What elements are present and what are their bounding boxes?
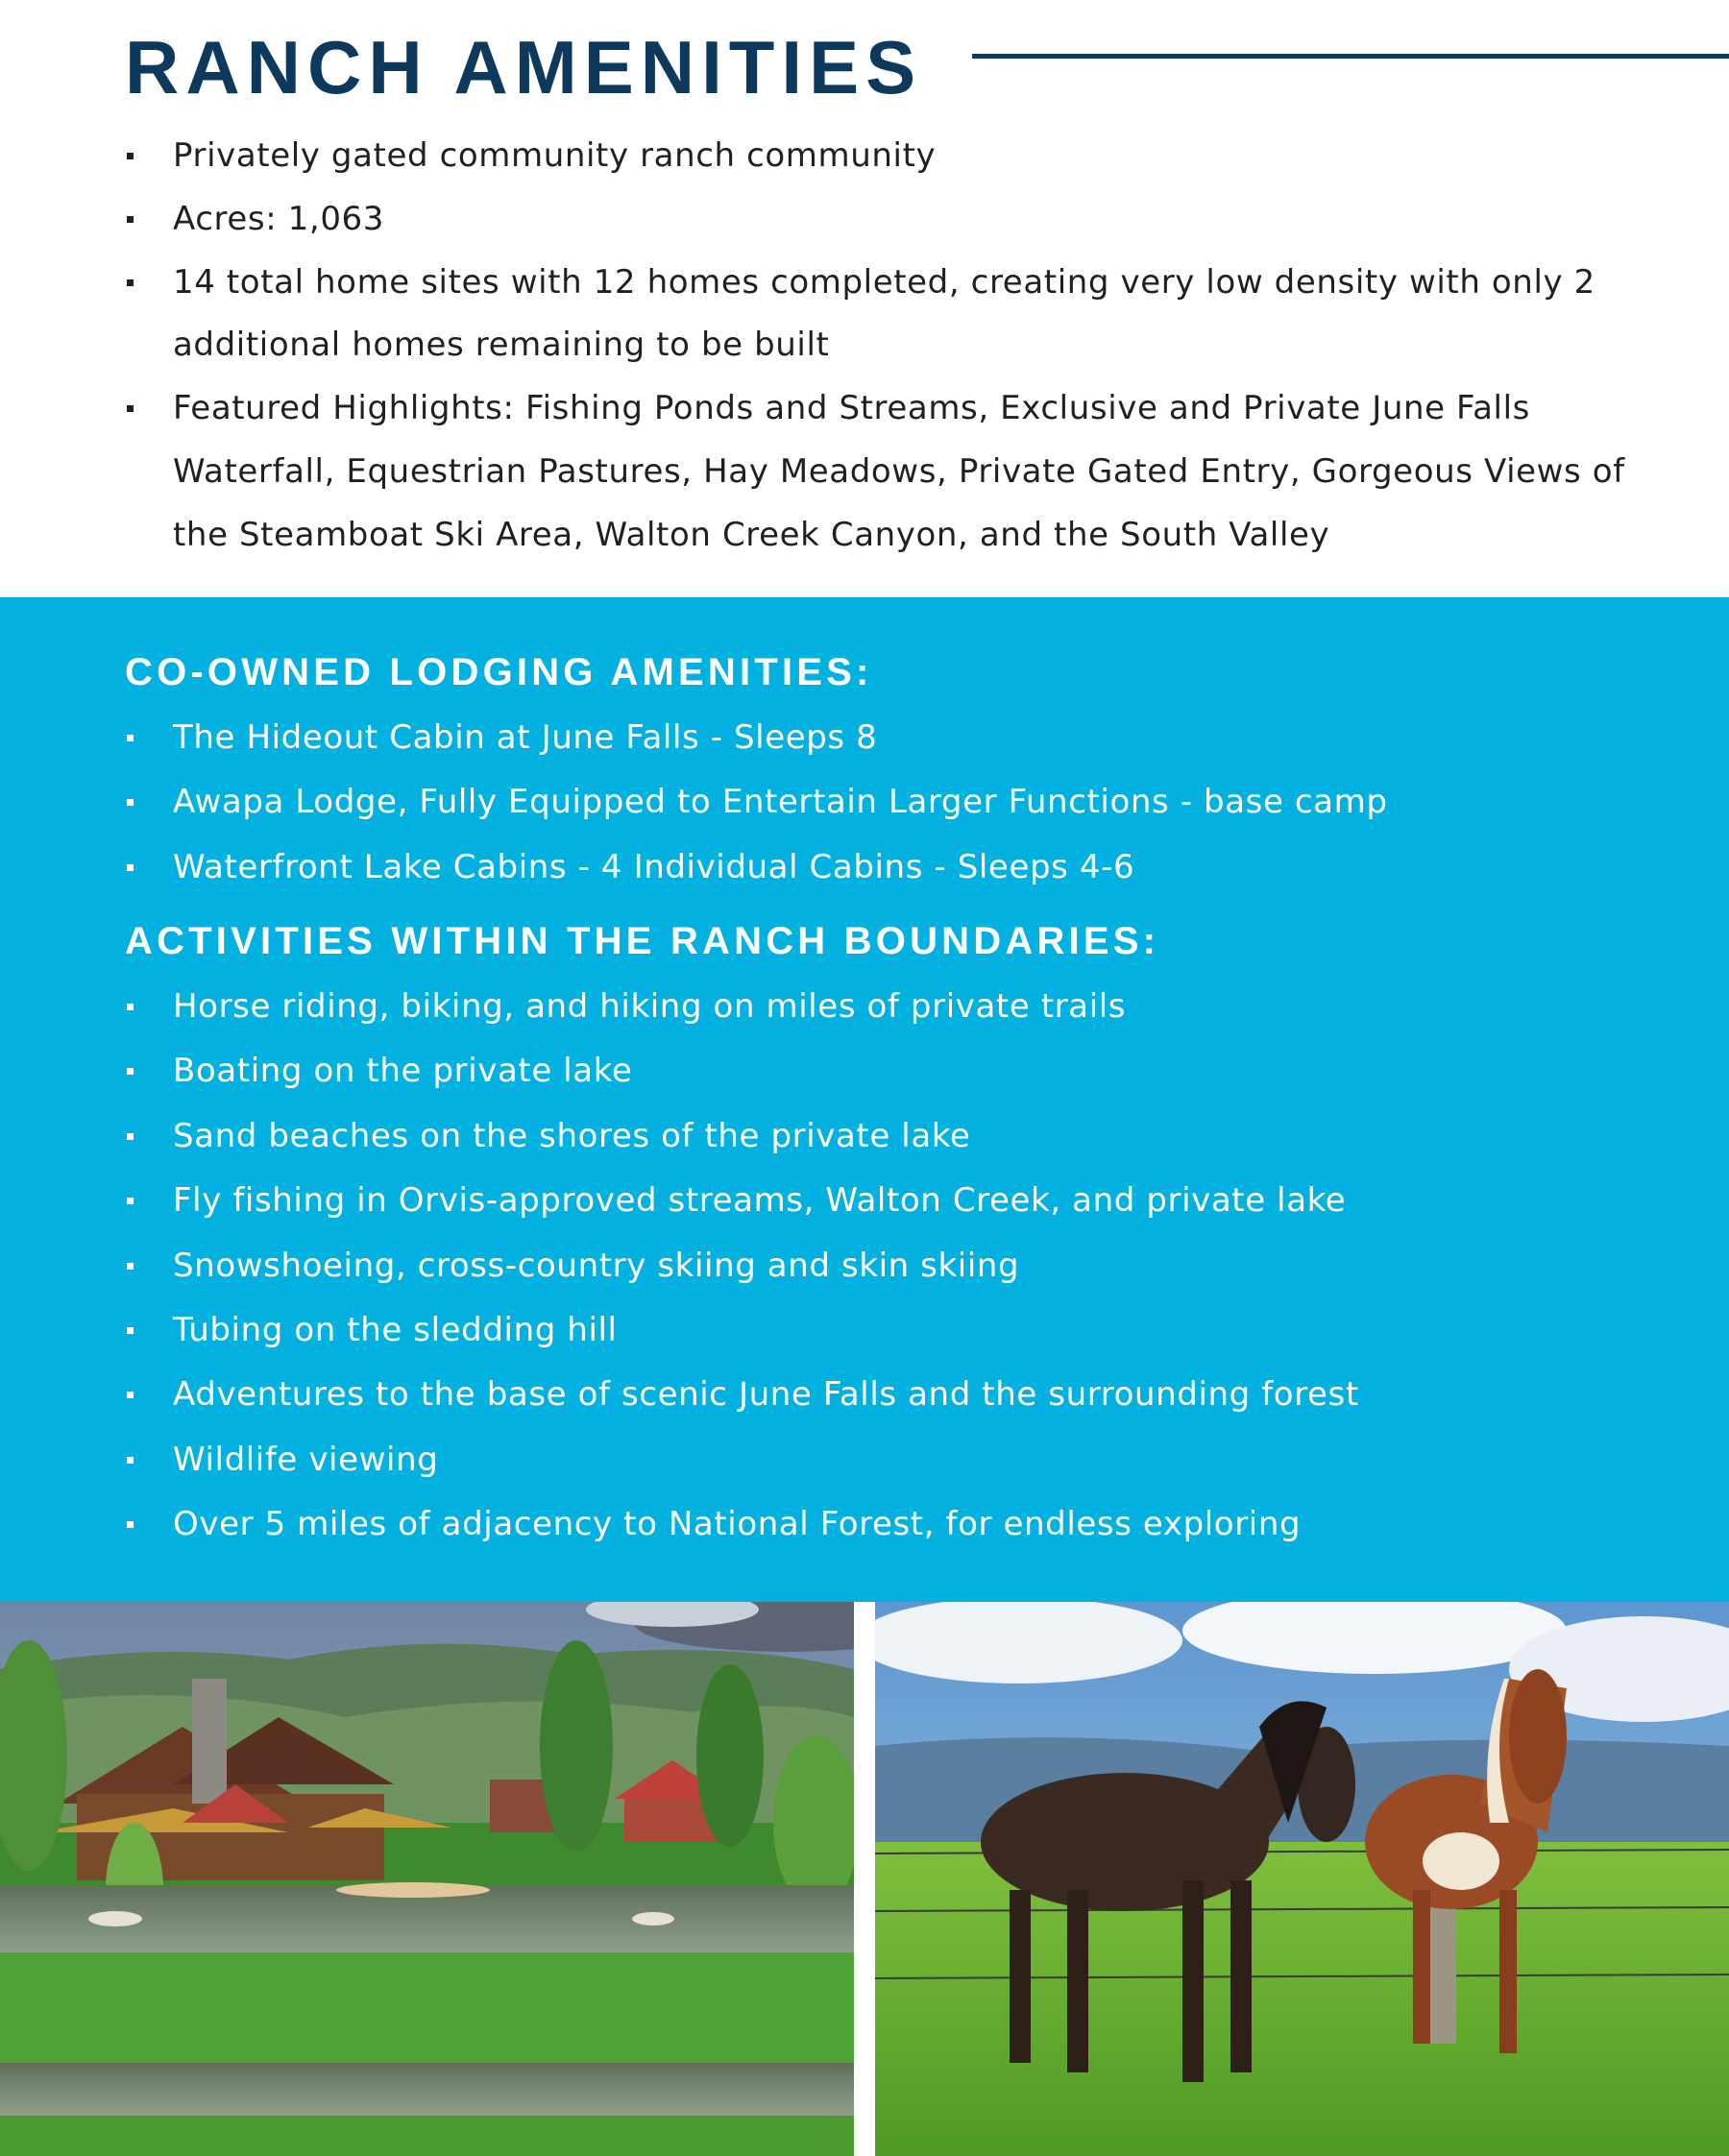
activities-list xyxy=(125,975,1681,1558)
bullet-square-icon xyxy=(127,1133,134,1140)
list-item-text: Acres: 1,063 xyxy=(173,199,385,238)
bullet-square-icon xyxy=(127,216,134,223)
list-item-text: Awapa Lodge, Fully Equipped to Entertain Larger Functions - base camp xyxy=(173,783,1388,822)
list-item-text: Featured Highlights: Fishing Ponds and Streams, Exclusive and Private June Falls Waterfall, Equestrian Pastures, Hay Meadows, Private Gated Entry, Gorgeous Views of the Steamboat Ski Area, Walton Creek Canyon, and the South Valley xyxy=(173,389,1625,554)
list-item-text: Sand beaches on the shores of the private lake xyxy=(173,1116,971,1155)
bullet-square-icon xyxy=(127,1263,134,1270)
list-item-text: Fly fishing in Orvis-approved streams, Walton Creek, and private lake xyxy=(173,1181,1347,1221)
list-item-text: Boating on the private lake xyxy=(173,1052,633,1091)
list-item xyxy=(125,1298,1681,1363)
bullet-square-icon xyxy=(127,1521,134,1528)
list-item-text: Adventures to the base of scenic June Falls and the surrounding forest xyxy=(173,1375,1359,1415)
list-item xyxy=(125,377,1681,567)
bullet-square-icon xyxy=(127,799,134,806)
list-item-text: Over 5 miles of adjacency to National Forest, for endless exploring xyxy=(173,1505,1302,1544)
list-item-text: Wildlife viewing xyxy=(173,1440,439,1479)
lodging-list xyxy=(125,706,1681,900)
list-item xyxy=(125,1104,1681,1169)
list-item xyxy=(125,1039,1681,1103)
list-item xyxy=(125,770,1681,835)
list-item xyxy=(125,836,1681,900)
list-item-text: Snowshoeing, cross-country skiing and skin skiing xyxy=(173,1246,1020,1285)
two-horses-at-fence-photo xyxy=(875,1602,1729,2156)
bullet-square-icon xyxy=(127,405,134,412)
ranch-amenities-list xyxy=(125,125,1681,568)
bullet-square-icon xyxy=(127,1327,134,1334)
list-item xyxy=(125,1363,1681,1427)
list-item xyxy=(125,1169,1681,1233)
list-item xyxy=(125,125,1681,188)
list-item-text: Privately gated community ranch community xyxy=(173,136,937,175)
bullet-square-icon xyxy=(127,735,134,741)
bullet-square-icon xyxy=(127,1004,134,1010)
horses-scene-illustration xyxy=(875,1602,1729,2156)
page-title: RANCH AMENITIES xyxy=(125,25,923,109)
list-item-text: The Hideout Cabin at June Falls - Sleeps 8 xyxy=(173,718,878,757)
list-item xyxy=(125,1428,1681,1492)
list-item-text: Tubing on the sledding hill xyxy=(173,1311,618,1350)
bullet-square-icon xyxy=(127,1198,134,1204)
list-item-text: Horse riding, biking, and hiking on miles of private trails xyxy=(173,987,1127,1026)
list-item xyxy=(125,252,1681,378)
bullet-square-icon xyxy=(127,1068,134,1075)
list-item xyxy=(125,706,1681,770)
lodge-by-pond-photo xyxy=(0,1602,854,2156)
lodge-scene-illustration xyxy=(0,1602,854,2156)
list-item xyxy=(125,975,1681,1039)
bullet-square-icon xyxy=(127,1392,134,1398)
bullet-square-icon xyxy=(127,279,134,286)
bullet-square-icon xyxy=(127,864,134,871)
bullet-square-icon xyxy=(127,153,134,159)
list-item xyxy=(125,1234,1681,1298)
list-item xyxy=(125,1492,1681,1557)
list-item-text: Waterfront Lake Cabins - 4 Individual Cabins - Sleeps 4-6 xyxy=(173,847,1135,886)
bullet-square-icon xyxy=(127,1457,134,1464)
list-item-text: 14 total home sites with 12 homes completed, creating very low density with only 2 additional homes remaining to be built xyxy=(173,262,1595,365)
list-item xyxy=(125,188,1681,252)
activities-heading: ACTIVITIES WITHIN THE RANCH BOUNDARIES: xyxy=(125,920,1160,962)
lodging-heading: CO-OWNED LODGING AMENITIES: xyxy=(125,651,873,693)
title-divider-line xyxy=(972,54,1729,59)
